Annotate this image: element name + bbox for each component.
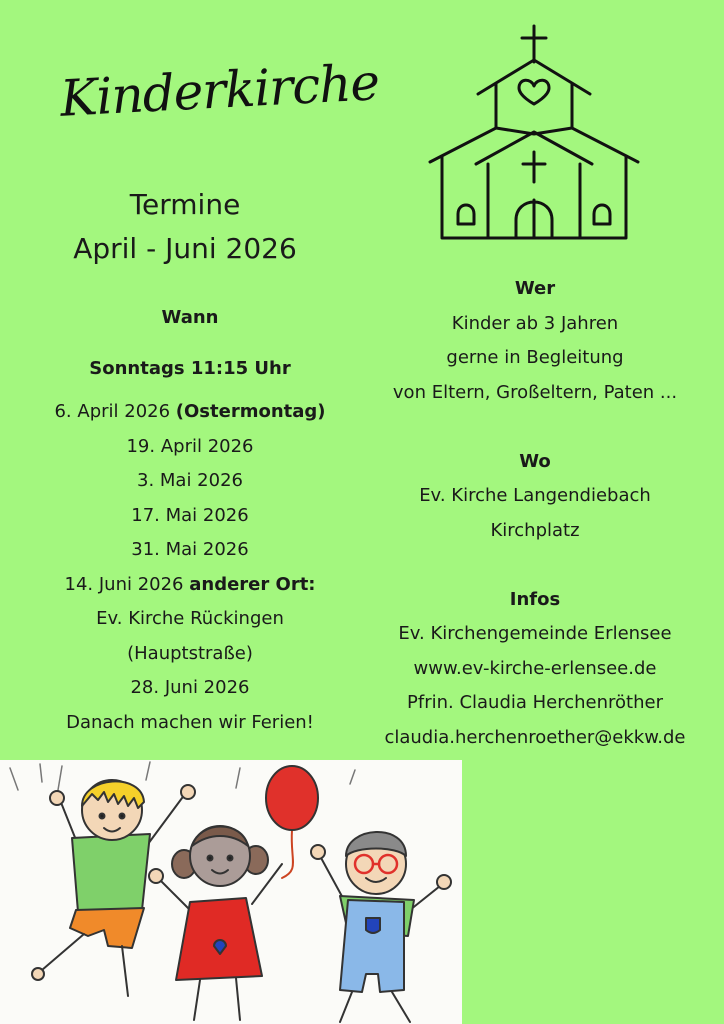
date-item: 19. April 2026 <box>126 435 254 457</box>
date-item: 31. Mai 2026 <box>131 539 249 560</box>
info-column <box>360 272 710 755</box>
page-title: Kinderkirche <box>58 53 381 128</box>
who-line: gerne in Begleitung <box>446 347 624 368</box>
who-heading: Wer <box>514 278 556 299</box>
who-line: Kinder ab 3 Jahren <box>451 312 619 334</box>
child-left <box>32 780 195 996</box>
subtitle-termine: Termine <box>129 188 241 221</box>
date-item: 17. Mai 2026 <box>131 504 249 526</box>
date-item: Ev. Kirche Rückingen <box>96 608 284 629</box>
date-item: (Hauptstraße) <box>127 642 253 664</box>
date-item: 14. Juni 2026 anderer Ort: <box>64 573 316 595</box>
children-drawing <box>0 760 462 1024</box>
info-website: www.ev-kirche-erlensee.de <box>413 657 657 679</box>
info-heading: Infos <box>509 588 561 610</box>
when-time: Sonntags 11:15 Uhr <box>89 358 291 379</box>
info-email: claudia.herchenroether@ekkw.de <box>384 726 686 748</box>
subtitle-period: April - Juni 2026 <box>73 232 297 265</box>
date-item: 3. Mai 2026 <box>137 470 243 491</box>
where-line: Kirchplatz <box>490 519 580 541</box>
date-item: 28. Juni 2026 <box>130 677 250 698</box>
when-heading: Wann <box>161 307 219 328</box>
church-icon <box>428 24 640 244</box>
date-item: 6. April 2026 (Ostermontag) <box>54 401 326 422</box>
where-line: Ev. Kirche Langendiebach <box>419 485 651 506</box>
who-line: von Eltern, Großeltern, Paten ... <box>392 381 678 403</box>
child-middle <box>149 766 318 1020</box>
info-line: Ev. Kirchengemeinde Erlensee <box>398 623 672 644</box>
where-heading: Wo <box>519 450 551 472</box>
dates-list <box>20 395 360 740</box>
info-line: Pfrin. Claudia Herchenröther <box>407 692 663 713</box>
child-right <box>311 832 451 1022</box>
when-section <box>20 305 360 740</box>
date-item: Danach machen wir Ferien! <box>66 711 314 733</box>
